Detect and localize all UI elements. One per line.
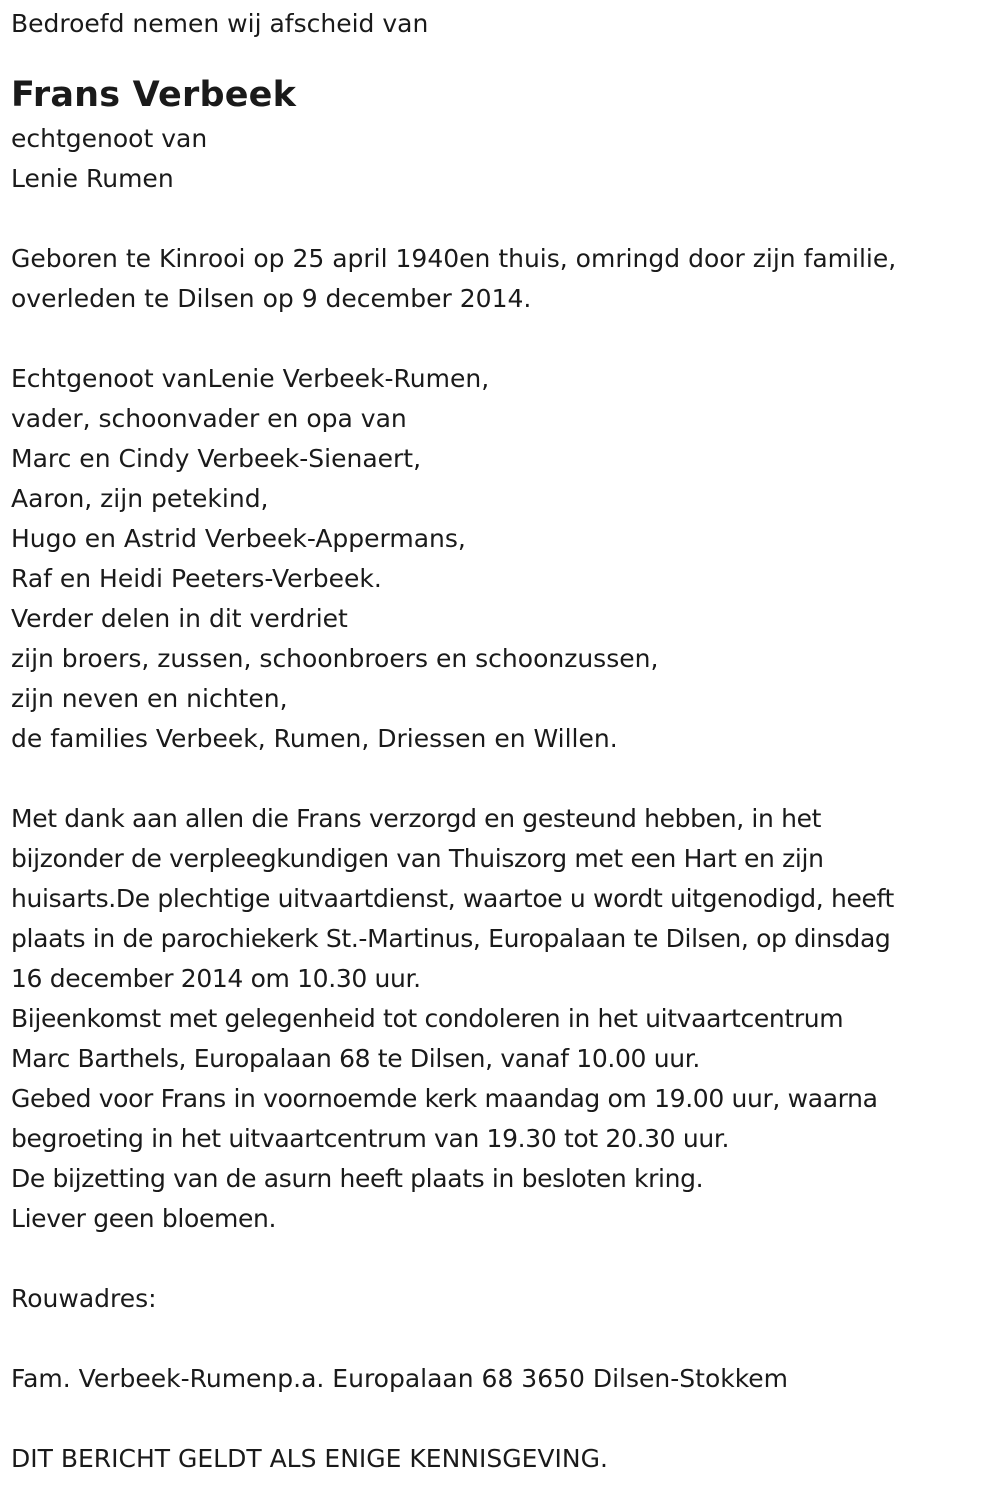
death-line: overleden te Dilsen op 9 december 2014. [11, 284, 532, 313]
family-line: Verder delen in dit verdriet [11, 604, 348, 633]
spacer [11, 759, 991, 799]
family-section [11, 359, 991, 759]
ceremony-line: Met dank aan allen die Frans verzorgd en gesteund hebben, in het [11, 804, 822, 833]
ceremony-line: huisarts.De plechtige uitvaartdienst, waartoe u wordt uitgenodigd, heeft [11, 884, 894, 913]
ceremony-line: Marc Barthels, Europalaan 68 te Dilsen, vanaf 10.00 uur. [11, 1044, 700, 1073]
spacer [11, 1319, 991, 1359]
death-notice [11, 4, 991, 1479]
spouse-label: echtgenoot van [11, 124, 208, 153]
ceremony-line: plaats in de parochiekerk St.-Martinus, Europalaan te Dilsen, op dinsdag [11, 924, 891, 953]
family-line: zijn neven en nichten, [11, 684, 288, 713]
spacer [11, 1239, 991, 1279]
ceremony-line: Gebed voor Frans in voornoemde kerk maandag om 19.00 uur, waarna [11, 1084, 878, 1113]
address-label: Rouwadres: [11, 1284, 157, 1313]
ceremony-line: Bijeenkomst met gelegenheid tot condoleren in het uitvaartcentrum [11, 1004, 844, 1033]
spacer [11, 199, 991, 239]
intro-text: Bedroefd nemen wij afscheid van [11, 9, 429, 38]
notice-footer: DIT BERICHT GELDT ALS ENIGE KENNISGEVING. [11, 1444, 608, 1473]
family-line: Hugo en Astrid Verbeek-Appermans, [11, 524, 466, 553]
family-line: Marc en Cindy Verbeek-Sienaert, [11, 444, 422, 473]
spacer [11, 44, 991, 71]
ceremony-line: begroeting in het uitvaartcentrum van 19.30 tot 20.30 uur. [11, 1124, 730, 1153]
family-line: Raf en Heidi Peeters-Verbeek. [11, 564, 382, 593]
family-line: vader, schoonvader en opa van [11, 404, 407, 433]
family-line: Aaron, zijn petekind, [11, 484, 269, 513]
ceremony-section [11, 799, 991, 1239]
birth-death-section [11, 239, 991, 319]
spacer [11, 319, 991, 359]
spacer [11, 1399, 991, 1439]
ceremony-line: bijzonder de verpleegkundigen van Thuiszorg met een Hart en zijn [11, 844, 824, 873]
family-line: Echtgenoot vanLenie Verbeek-Rumen, [11, 364, 490, 393]
family-line: de families Verbeek, Rumen, Driessen en Willen. [11, 724, 618, 753]
birth-line: Geboren te Kinrooi op 25 april 1940en thuis, omringd door zijn familie, [11, 244, 897, 273]
spouse-name: Lenie Rumen [11, 164, 174, 193]
ceremony-line: De bijzetting van de asurn heeft plaats in besloten kring. [11, 1164, 704, 1193]
deceased-name: Frans Verbeek [11, 75, 297, 115]
address-value: Fam. Verbeek-Rumenp.a. Europalaan 68 3650 Dilsen-Stokkem [11, 1364, 789, 1393]
ceremony-line: Liever geen bloemen. [11, 1204, 277, 1233]
family-line: zijn broers, zussen, schoonbroers en schoonzussen, [11, 644, 659, 673]
ceremony-line: 16 december 2014 om 10.30 uur. [11, 964, 421, 993]
